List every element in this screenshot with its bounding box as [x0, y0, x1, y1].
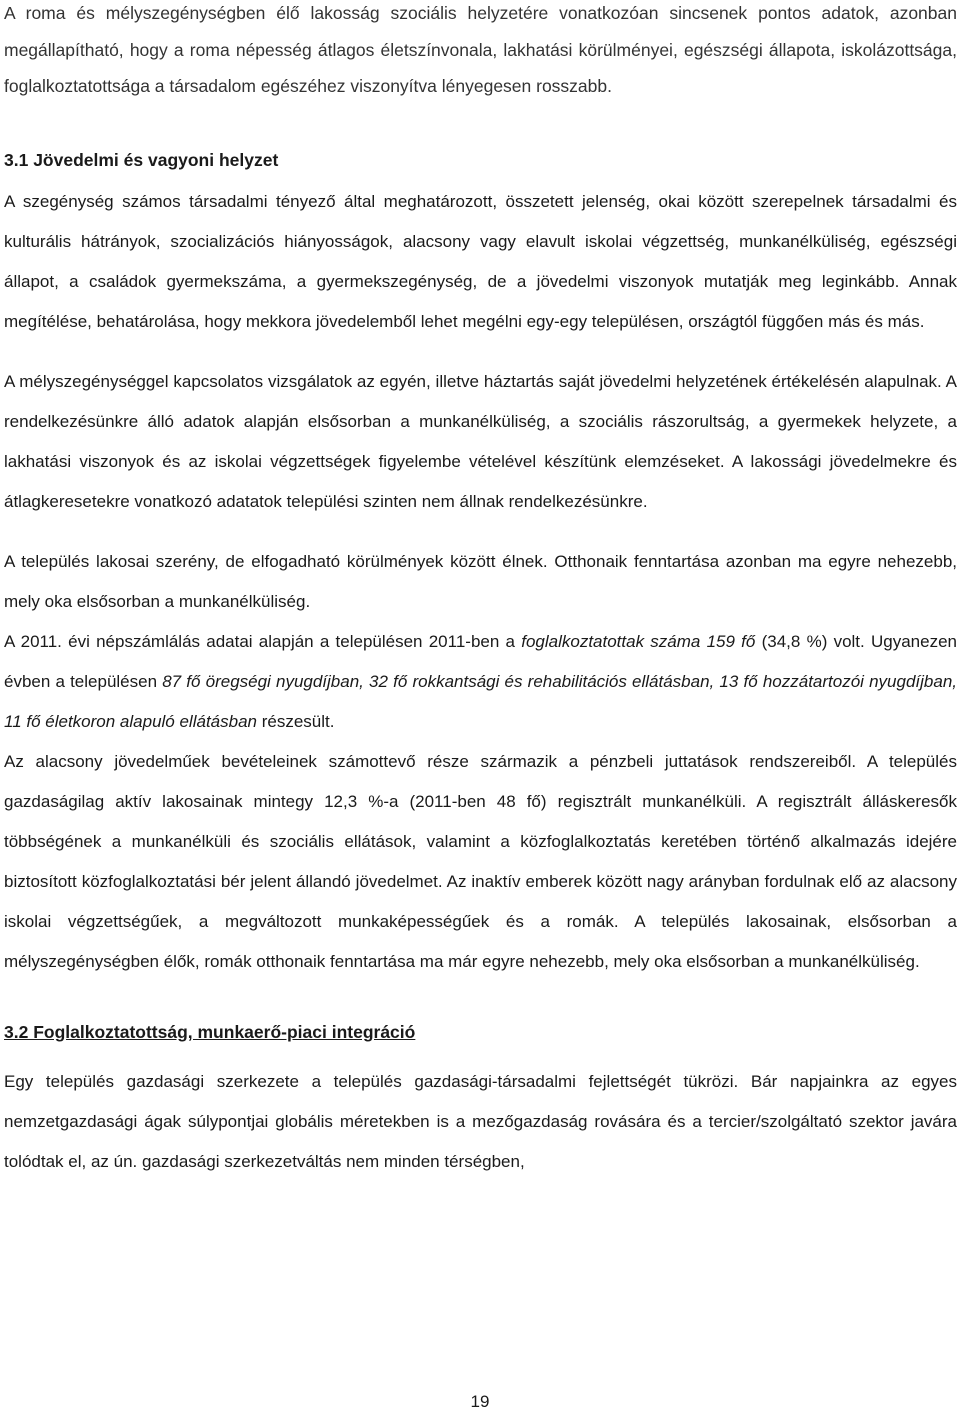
- census-employed: foglalkoztatottak száma 159 fő: [521, 631, 756, 651]
- paragraph-deep-poverty: A mélyszegénységgel kapcsolatos vizsgálatok az egyén, illetve háztartás saját jövedelmi helyzetének értékelésén alapulnak. A rendelkezésünkre álló adatok alapján elsősorban a munkanélküliség, a szociális rászorultság, a gyermekek helyzete, a lakhatási viszonyok és az iskolai végzettségek figyelembe vételével készítünk elemzéseket. A lakossági jövedelmekre és átlagkeresetekre vonatkozó adatatok települési szinten nem állnak rendelkezésünkre.: [4, 371, 957, 511]
- section-heading-3-2: 3.2 Foglalkoztatottság, munkaerő-piaci integráció: [4, 1021, 416, 1042]
- census-text-c: (34,8 %) volt. Ugyanezen évben a településen: [4, 631, 957, 691]
- paragraph-census: [4, 622, 957, 742]
- census-text-e: részesült.: [256, 711, 335, 731]
- intro-paragraph: A roma és mélyszegénységben élő lakosság szociális helyzetére vonatkozóan sincsenek pontos adatok, azonban megállapítható, hogy a roma népesség átlagos életszínvonala, lakhatási körülményei, egészségi állapota, iskolázottsága, foglalkoztatottsága a társadalom egészéhez viszonyítva lényegesen rosszabb.: [4, 3, 957, 96]
- paragraph-living-conditions: A település lakosai szerény, de elfogadható körülmények között élnek. Otthonaik fenntartása azonban ma egyre nehezebb, mely oka elsősorban a munkanélküliség.: [4, 551, 957, 611]
- census-pensions: 87 fő öregségi nyugdíjban, 32 fő rokkantsági és rehabilitációs ellátásban, 13 fő hozzátartozói nyugdíjban, 11 fő életkoron alapuló ellátásban: [4, 671, 957, 731]
- document-page: [4, 0, 957, 1182]
- census-text-a: A 2011. évi népszámlálás adatai alapján a településen 2011-ben a: [4, 631, 522, 651]
- page-number: 19: [470, 1392, 490, 1411]
- paragraph-income: Az alacsony jövedelműek bevételeinek számottevő része származik a pénzbeli juttatások rendszereiből. A település gazdaságilag aktív lakosainak mintegy 12,3 %-a (2011-ben 48 fő) regisztrált munkanélküli. A regisztrált álláskeresők többségének a munkanélküli és szociális ellátások, valamint a közfoglalkoztatás keretében történő alkalmazás idejére biztosított közfoglalkoztatási bér jelent állandó jövedelmet. Az inaktív emberek között nagy arányban fordulnak elő az alacsony iskolai végzettségűek, a megváltozott munkaképességűek és a romák. A település lakosainak, elsősorban a mélyszegénységben élők, romák otthonaik fenntartása ma már egyre nehezebb, mely oka elsősorban a munkanélküliség.: [4, 751, 957, 971]
- section-heading-3-1: 3.1 Jövedelmi és vagyoni helyzet: [4, 149, 279, 170]
- paragraph-poverty: A szegénység számos társadalmi tényező által meghatározott, összetett jelenség, okai között szerepelnek társadalmi és kulturális hátrányok, szocializációs hiányosságok, alacsony vagy elavult iskolai végzettség, munkanélküliség, egészségi állapot, a családok gyermekszáma, a gyermekszegénység, de a jövedelmi viszonyok mutatják meg leginkább. Annak megítélése, behatárolása, hogy mekkora jövedelemből lehet megélni egy-egy településen, országtól függően más és más.: [4, 191, 957, 331]
- paragraph-economy: Egy település gazdasági szerkezete a település gazdasági-társadalmi fejlettségét tükrözi. Bár napjainkra az egyes nemzetgazdasági ágak súlypontjai globális méretekben is a mezőgazdaság rovására és a tercier/szolgáltató szektor javára tolódtak el, az ún. gazdasági szerkezetváltás nem minden térségben,: [4, 1071, 957, 1171]
